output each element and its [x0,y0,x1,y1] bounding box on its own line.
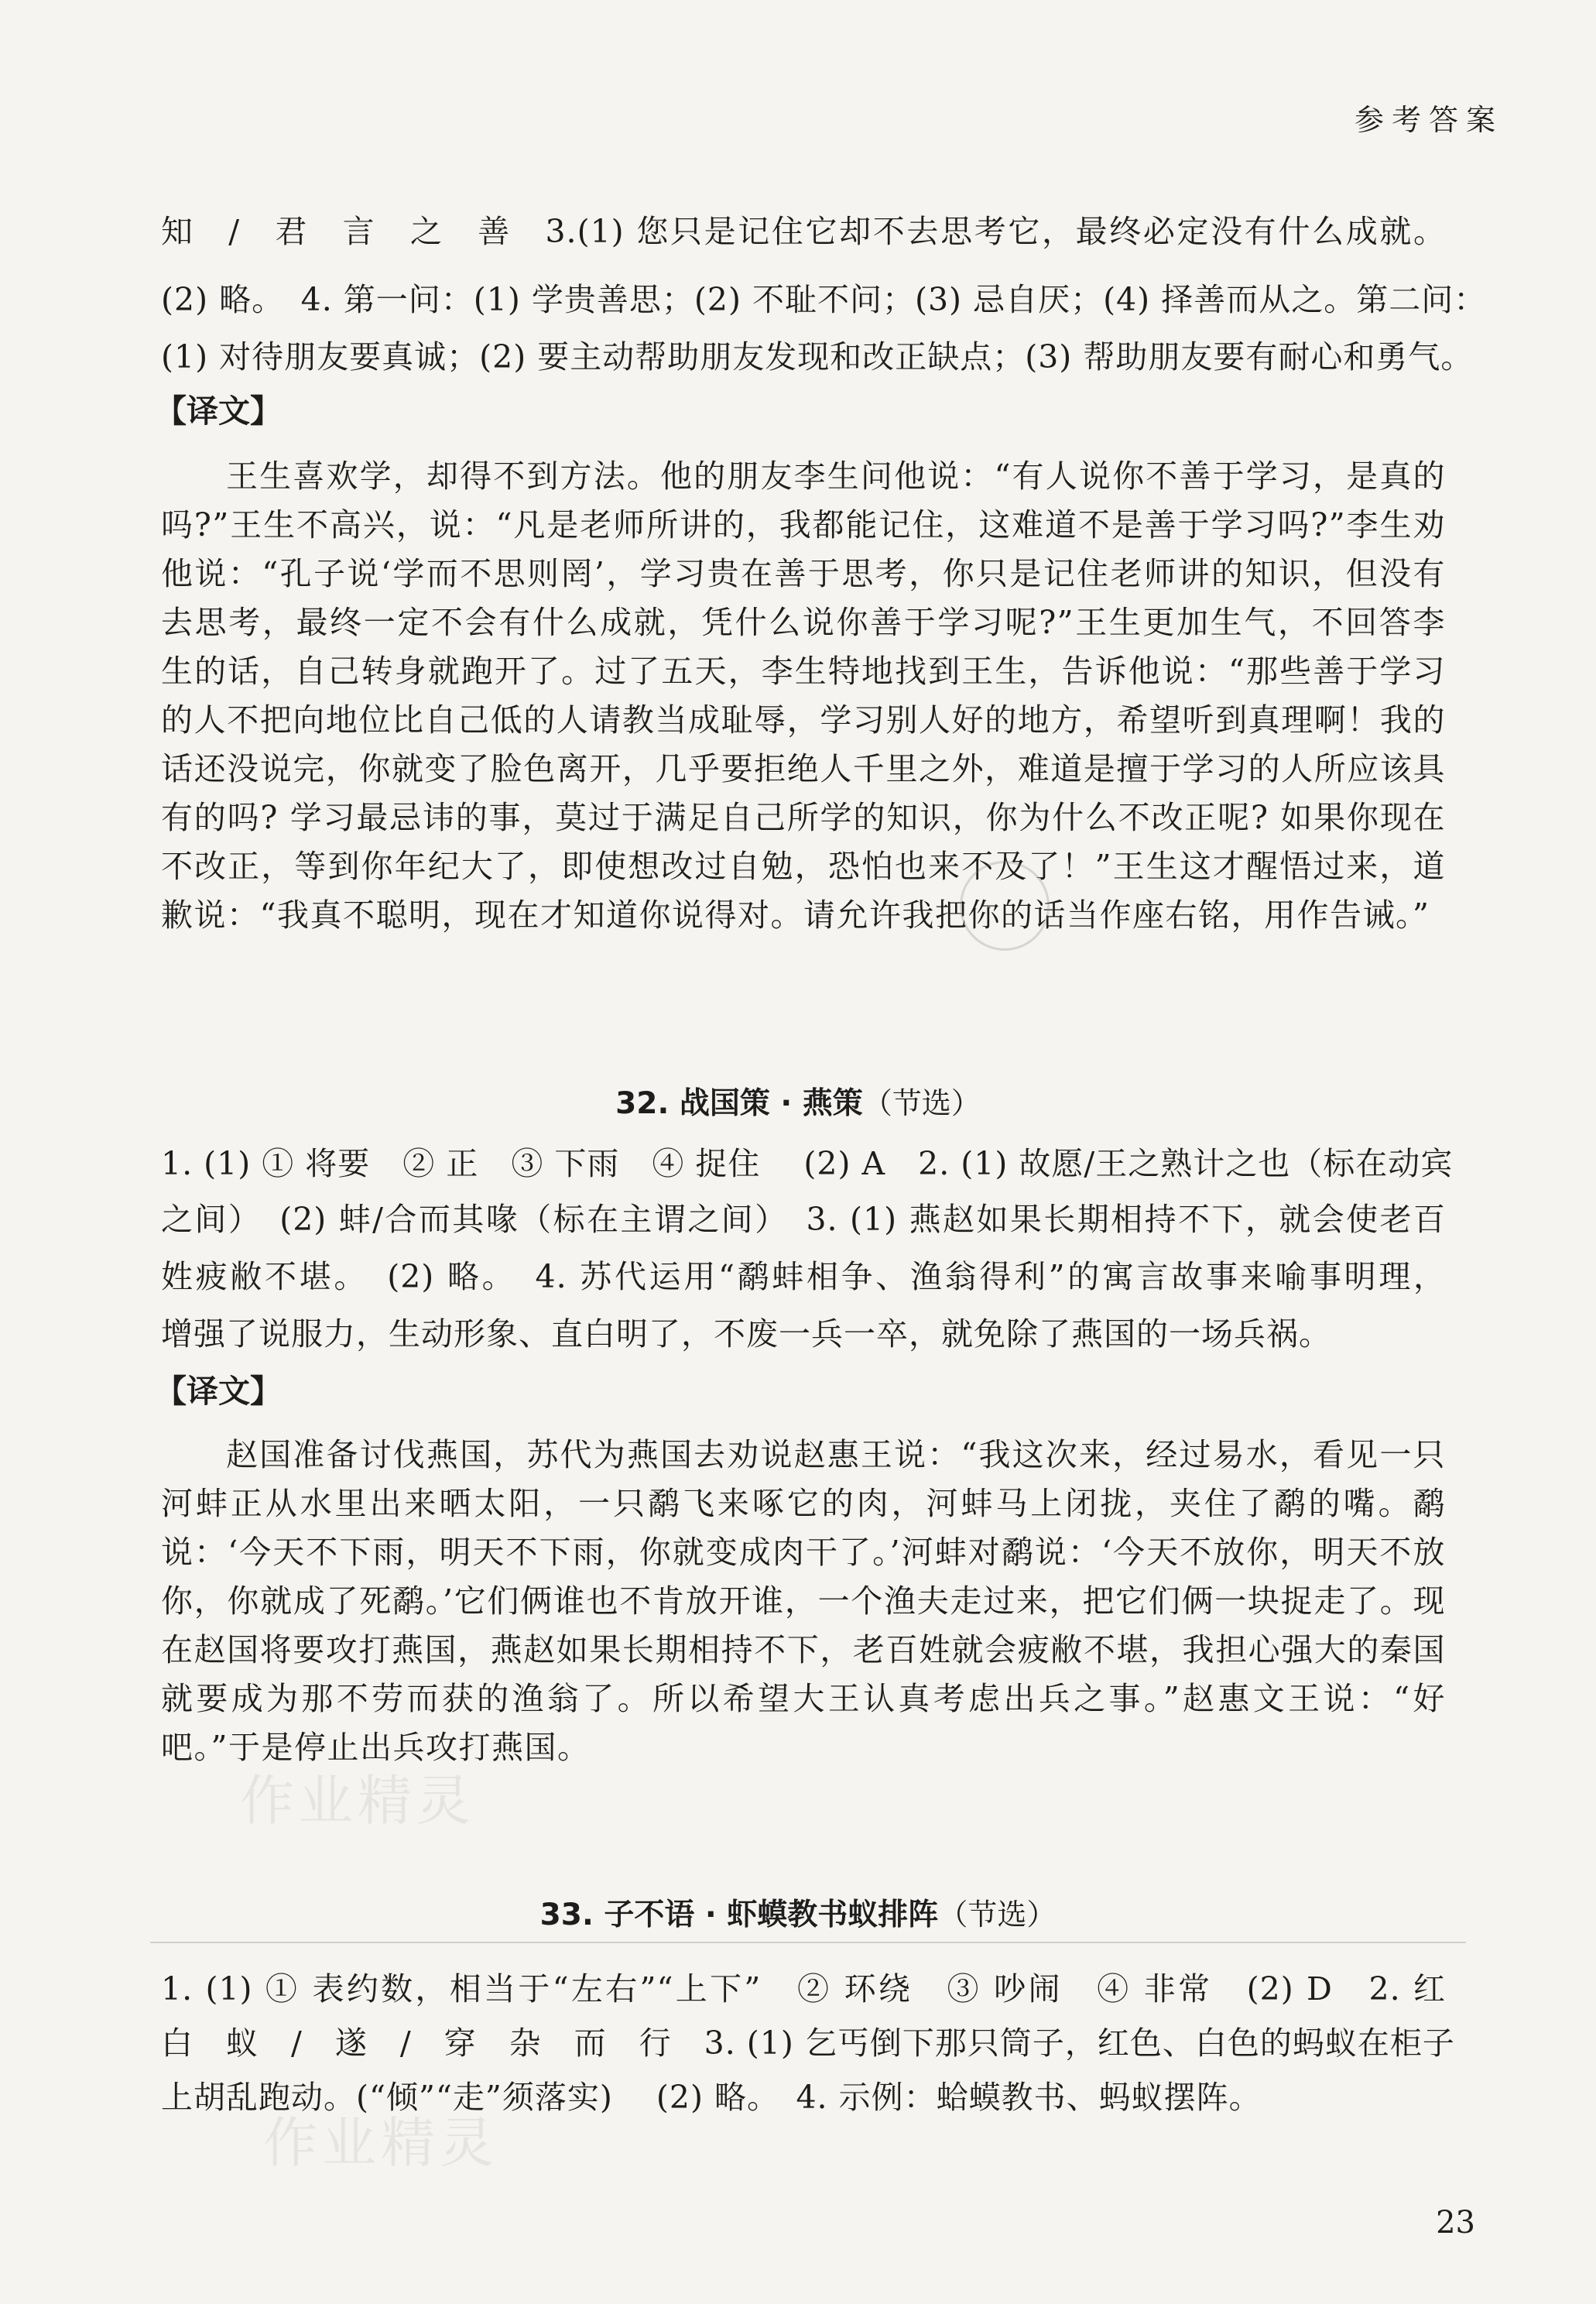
watermark: 作业精灵 [263,2111,498,2175]
translation-label: 【译文】 [155,1373,282,1410]
answer-line: (2) 略。 4. 第一问：(1) 学贵善思；(2) 不耻不问；(3) 忌自厌；(4) 择善而从之。第二问： [161,281,1487,318]
watermark: 作业精灵 [240,1769,475,1833]
section-heading [0,1079,1596,1123]
page-number: 23 [1436,2205,1475,2241]
section-heading [0,1891,1596,1934]
answer-line: 知 / 君 言 之 善 3.(1) 您只是记住它却不去思考它，最终必定没有什么成就。 [161,213,1446,250]
translation-label: 【译文】 [155,393,282,430]
watermark-stamp [960,861,1050,951]
answer-line: 增强了说服力，生动形象、直白明了，不废一兵一卒，就免除了燕国的一场兵祸。 [161,1315,1331,1353]
answer-line: 上胡乱跑动。(“倾”“走”须落实) (2) 略。 4. 示例：蛤蟆教书、蚂蚁摆阵。 [161,2079,1262,2116]
section-title-suffix: （节选） [862,1086,981,1120]
answer-line: 1. (1) ① 表约数，相当于“左右”“上下” ② 环绕 ③ 吵闹 ④ 非常 (2) D 2. 红 [161,1970,1446,2007]
section-title-suffix: （节选） [938,1898,1057,1932]
answer-line: 白 蚁 / 遂 / 穿 杂 而 行 3. (1) 乞丐倒下那只筒子，红色、白色的蚂蚁在柜子 [161,2025,1455,2062]
running-header: 参考答案 [1354,103,1503,137]
answer-line: (1) 对待朋友要真诚；(2) 要主动帮助朋友发现和改正缺点；(3) 帮助朋友要有耐心和勇气。 [161,338,1474,375]
answer-line: 之间） (2) 蚌/合而其喙（标在主谓之间） 3. (1) 燕赵如果长期相持不下，就会使老百 [161,1201,1446,1238]
divider [150,1942,1466,1943]
answer-line: 姓疲敝不堪。 (2) 略。 4. 苏代运用“鹬蚌相争、渔翁得利”的寓言故事来喻事明理， [161,1258,1446,1295]
section-title: 33. 子不语 · 虾蟆教书蚁排阵 [539,1898,939,1932]
translation-paragraph: 赵国准备讨伐燕国，苏代为燕国去劝说赵惠王说：“我这次来，经过易水，看见一只河蚌正从水里出来晒太阳，一只鹬飞来啄它的肉，河蚌马上闭拢，夹住了鹬的嘴。鹬说：‘今天不下雨，明天不下雨，你就变成肉干了。’河蚌对鹬说：‘今天不放你，明天不放你，你就成了死鹬。’它们俩谁也不肯放开谁，一个渔夫走过来，把它们俩一块捉走了。现在赵国将要攻打燕国，燕赵如果长期相持不下，老百姓就会疲敝不堪，我担心强大的秦国就要成为那不劳而获的渔翁了。所以希望大王认真考虑出兵之事。”赵惠文王说：“好吧。”于是停止出兵攻打燕国。 [161,1436,1446,1766]
section-title: 32. 战国策 · 燕策 [615,1086,863,1121]
answer-line: 1. (1) ① 将要 ② 正 ③ 下雨 ④ 捉住 (2) A 2. (1) 故愿/王之熟计之也（标在动宾 [161,1145,1454,1182]
translation-paragraph: 王生喜欢学，却得不到方法。他的朋友李生问他说：“有人说你不善于学习，是真的吗?”王生不高兴，说：“凡是老师所讲的，我都能记住，这难道不是善于学习吗?”李生劝他说：“孔子说‘学而不思则罔’，学习贵在善于思考，你只是记住老师讲的知识，但没有去思考，最终一定不会有什么成就，凭什么说你善于学习呢?”王生更加生气，不回答李生的话，自己转身就跑开了。过了五天，李生特地找到王生，告诉他说：“那些善于学习的人不把向地位比自己低的人请教当成耻辱，学习别人好的地方，希望听到真理啊！我的话还没说完，你就变了脸色离开，几乎要拒绝人千里之外，难道是擅于学习的人所应该具有的吗? 学习最忌讳的事，莫过于满足自己所学的知识，你为什么不改正呢? 如果你现在不改正，等到你年纪大了，即使想改过自勉，恐怕也来不及了！”王生这才醒悟过来，道歉说：“我真不聪明，现在才知道你说得对。请允许我把你的话当作座右铭，用作告诫。” [161,458,1446,934]
